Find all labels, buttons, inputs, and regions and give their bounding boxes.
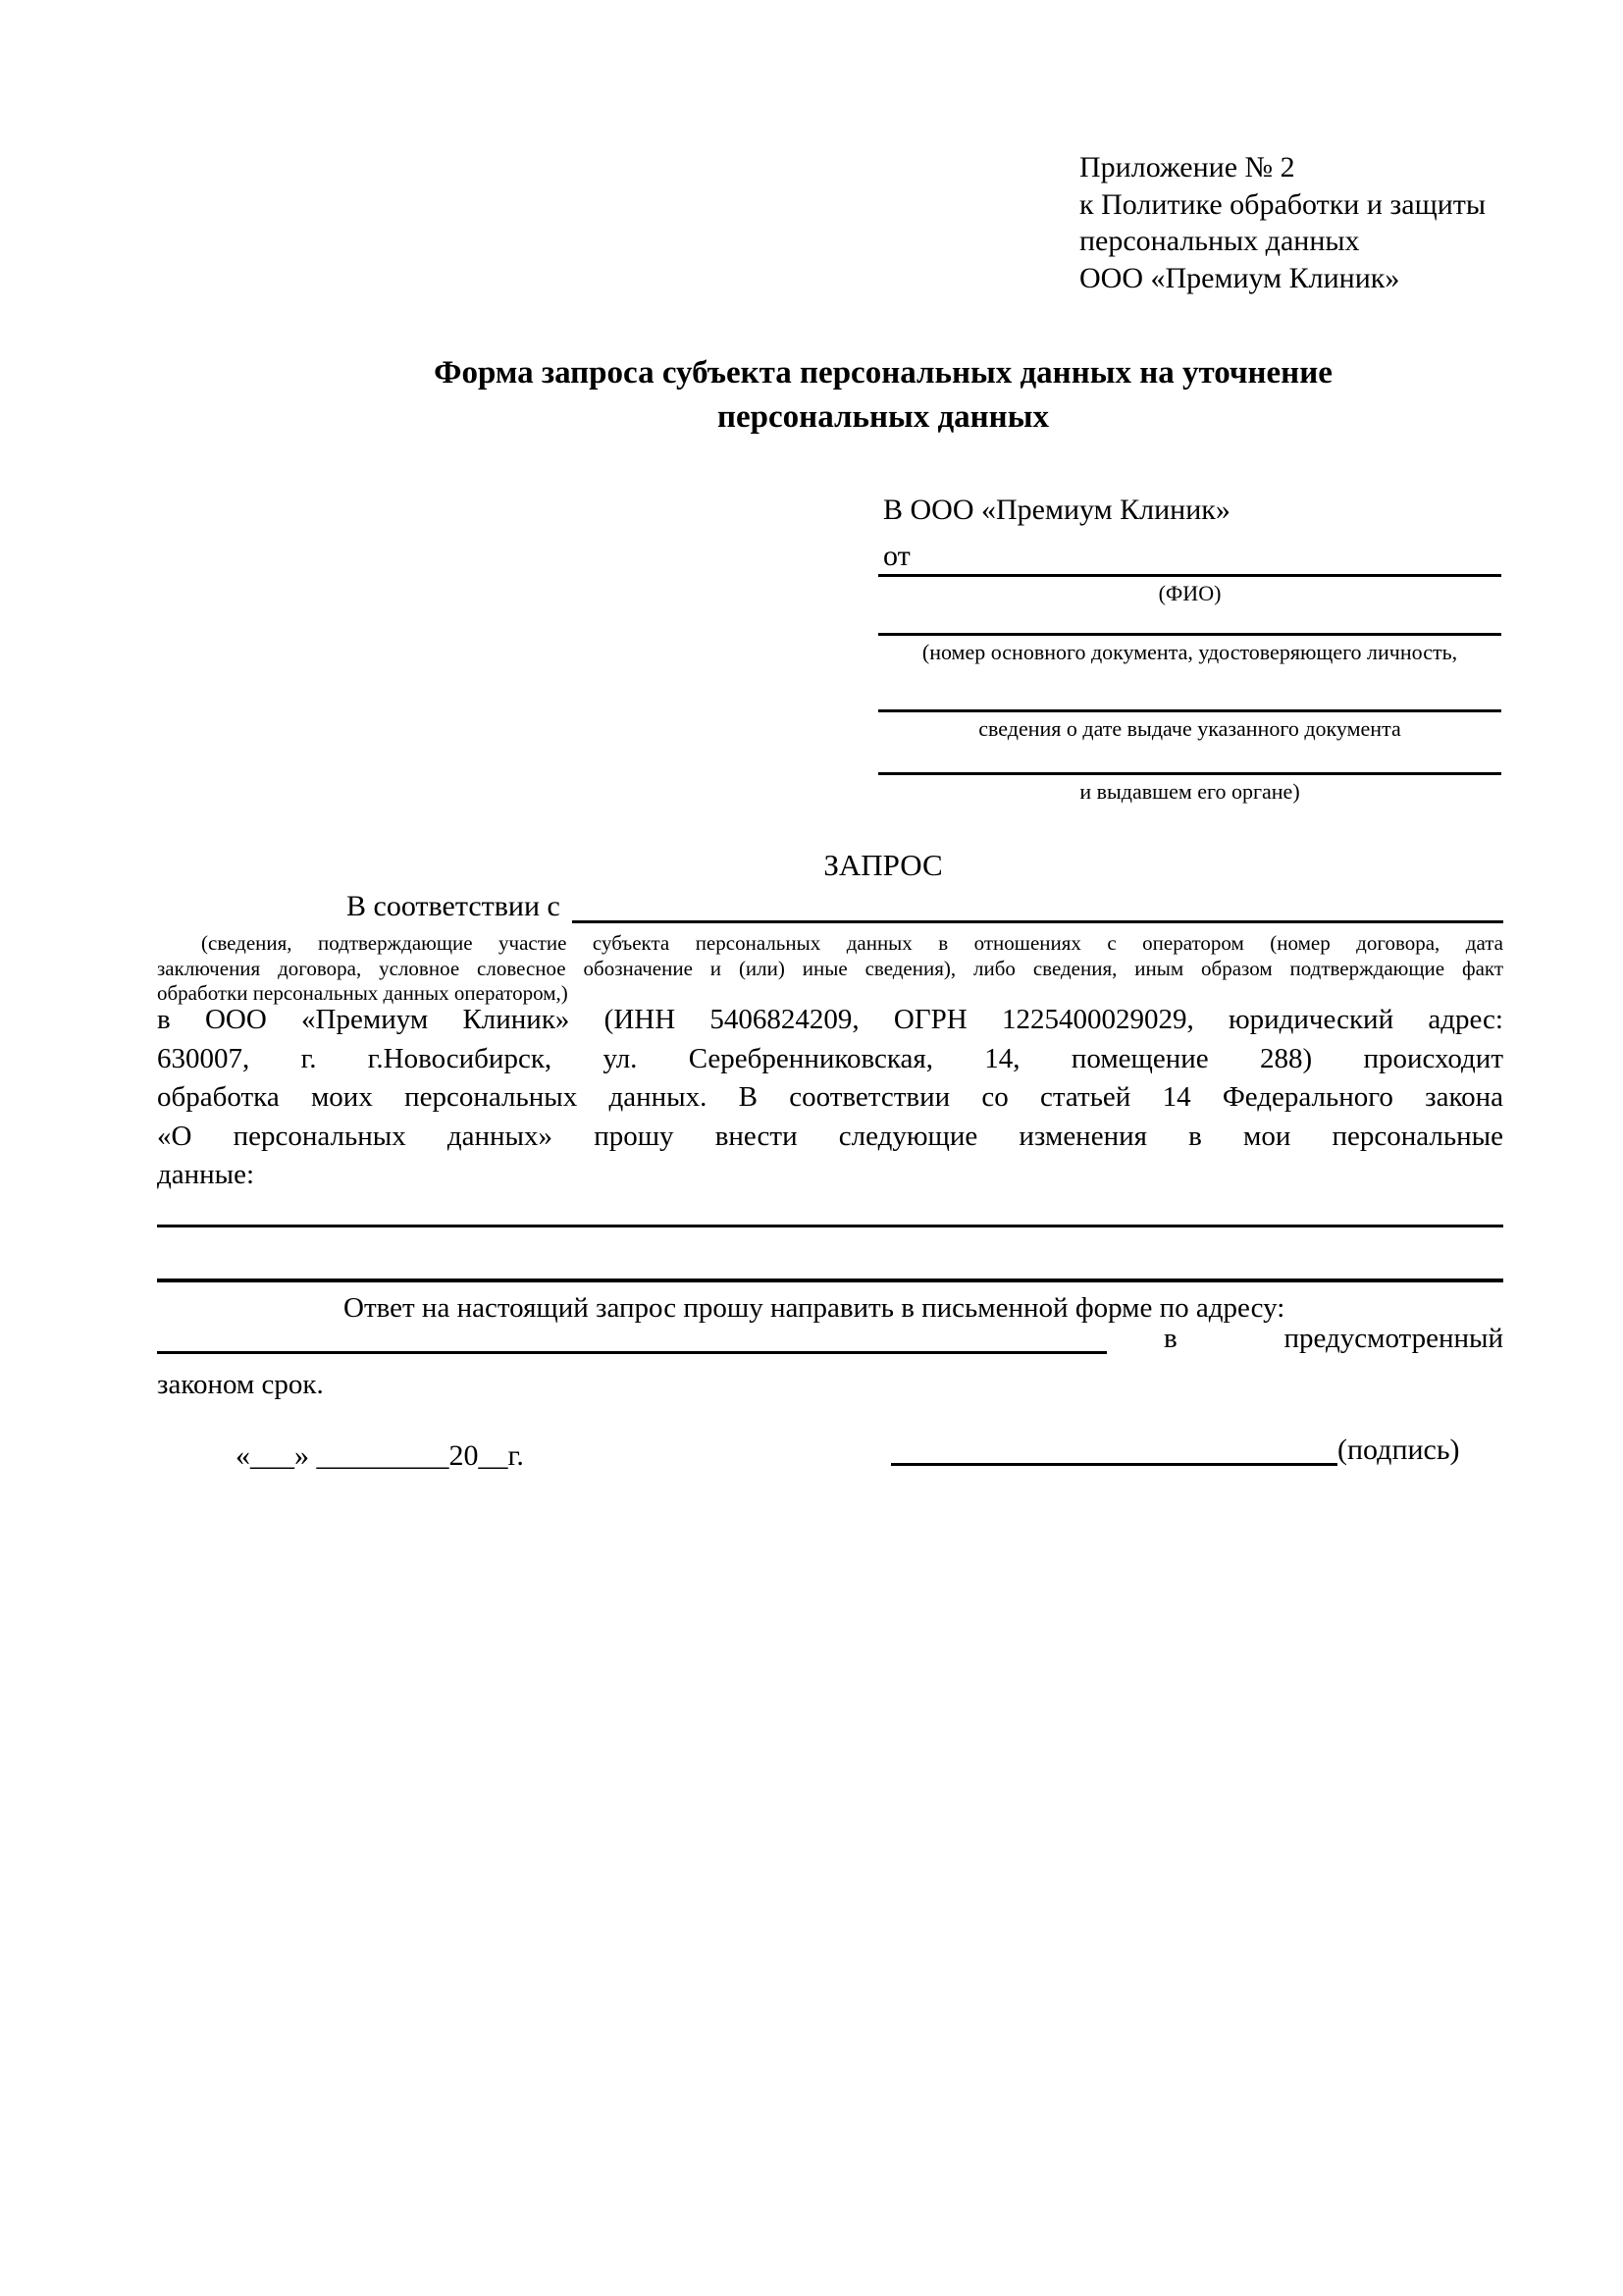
form-title-line: Форма запроса субъекта персональных данных на уточнение bbox=[434, 355, 1333, 391]
basis-line bbox=[157, 890, 1503, 923]
signature-caption: (подпись) bbox=[1337, 1434, 1460, 1466]
issue-date-caption: сведения о дате выдаче указанного документа bbox=[978, 716, 1401, 741]
basis-note bbox=[157, 931, 1503, 1007]
basis-note-line: обработки персональных данных оператором,) bbox=[157, 981, 568, 1005]
basis-note-line: заключения договора, условное словесное обозначение и (или) иные сведения), либо сведения, иным образом подтверждающие факт bbox=[157, 956, 1503, 980]
addressee-from-label: от bbox=[883, 540, 911, 572]
request-body-line: обработка моих персональных данных. В соответствии со статьей 14 Федерального закона bbox=[157, 1081, 1503, 1113]
form-title bbox=[289, 351, 1477, 440]
fio-caption: (ФИО) bbox=[1158, 581, 1222, 605]
appendix-header-line: персональных данных bbox=[1079, 225, 1360, 257]
signature-blank-line bbox=[891, 1459, 1337, 1466]
request-body bbox=[157, 1001, 1503, 1195]
appendix-header-line: к Политике обработки и защиты bbox=[1079, 187, 1487, 221]
changes-blank-line-1 bbox=[157, 1225, 1503, 1227]
issuing-authority-caption: и выдавшем его органе) bbox=[1079, 779, 1300, 804]
appendix-header bbox=[1079, 149, 1501, 296]
fio-blank-field bbox=[878, 574, 1501, 605]
response-address-row bbox=[157, 1323, 1503, 1354]
document-number-blank-field bbox=[878, 633, 1501, 664]
basis-blank-line bbox=[572, 916, 1503, 923]
request-body-line: «О персональных данных» прошу внести следующие изменения в мои персональные bbox=[157, 1120, 1503, 1152]
date-blank: «___» _________20__г. bbox=[236, 1439, 524, 1472]
request-heading: ЗАПРОС bbox=[823, 848, 943, 882]
request-body-line: 630007, г. г.Новосибирск, ул. Серебренниковская, 14, помещение 288) происходит bbox=[157, 1042, 1503, 1074]
basis-prefix-label: В соответствии с bbox=[346, 890, 560, 922]
appendix-header-line: ООО «Премиум Клиник» bbox=[1079, 261, 1400, 294]
request-body-line: в ООО «Премиум Клиник» (ИНН 5406824209, ОГРН 1225400029029, юридический адрес: bbox=[157, 1004, 1503, 1035]
response-tail-word: в bbox=[1164, 1323, 1178, 1354]
signature-row bbox=[891, 1435, 1503, 1466]
form-title-line: персональных данных bbox=[717, 399, 1049, 435]
appendix-header-line: Приложение № 2 bbox=[1079, 151, 1295, 183]
address-blank-line bbox=[157, 1347, 1107, 1354]
basis-note-line: (сведения, подтверждающие участие субъекта персональных данных в отношениях с оператором (номер договора, дата bbox=[201, 931, 1503, 955]
document-number-caption: (номер основного документа, удостоверяющего личность, bbox=[921, 640, 1458, 664]
issuing-authority-blank-field bbox=[878, 772, 1501, 804]
addressee-block bbox=[883, 487, 1230, 579]
response-tail-word: предусмотренный bbox=[1283, 1323, 1503, 1354]
changes-blank-line-2 bbox=[157, 1278, 1503, 1282]
response-tail bbox=[1107, 1323, 1503, 1354]
response-closing: законом срок. bbox=[157, 1369, 324, 1400]
issue-date-blank-field bbox=[878, 709, 1501, 741]
addressee-to: В ООО «Премиум Клиник» bbox=[883, 494, 1230, 526]
response-request-line: Ответ на настоящий запрос прошу направить в письменной форме по адресу: bbox=[343, 1292, 1285, 1324]
request-body-line: данные: bbox=[157, 1159, 255, 1190]
